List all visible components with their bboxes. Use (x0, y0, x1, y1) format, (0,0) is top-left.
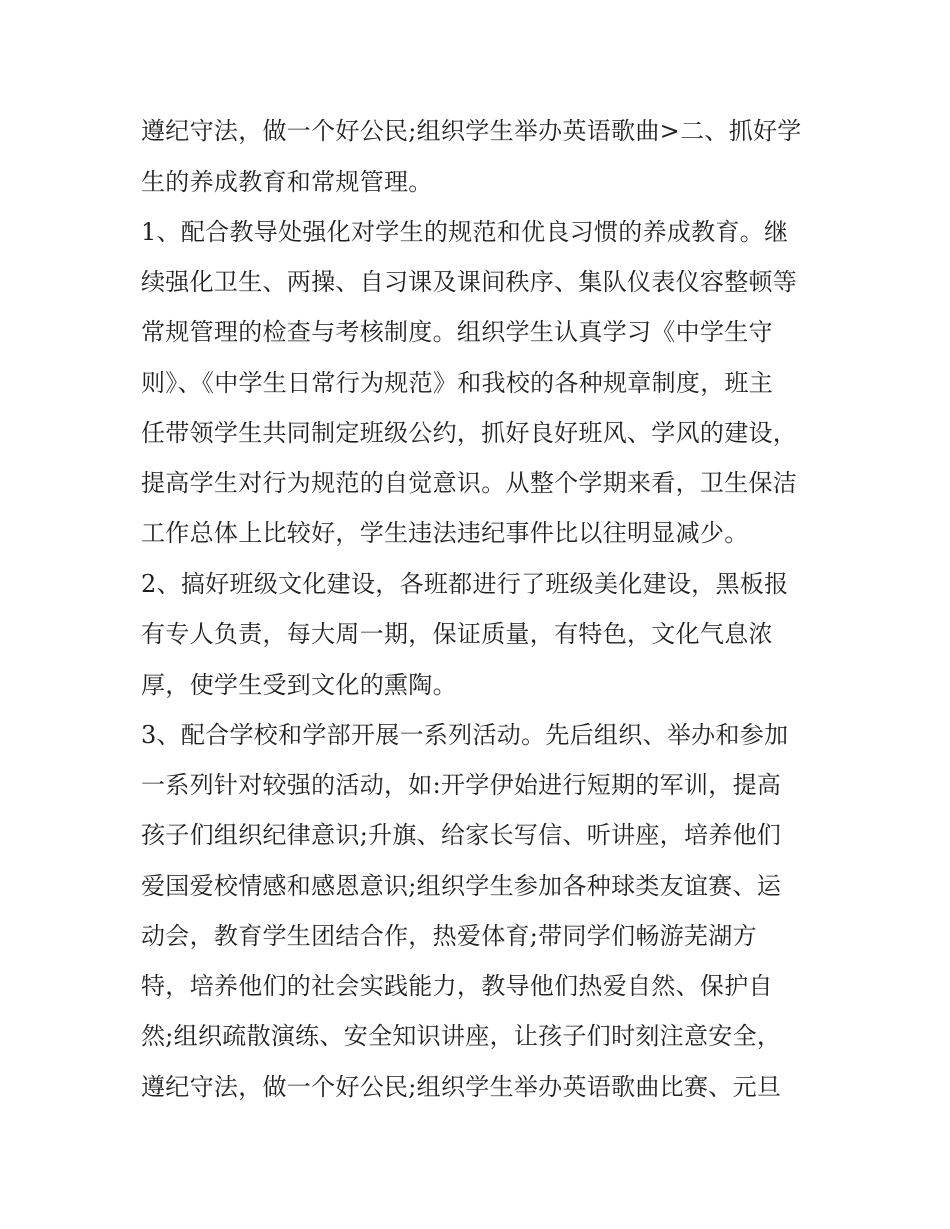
text-line: 孩子们组织纪律意识;升旗、给家长写信、听讲座，培养他们 (141, 821, 782, 849)
text-line: 3、配合学校和学部开展一系列活动。先后组织、举办和参加 (141, 721, 789, 749)
text-line: 1、配合教导处强化对学生的规范和优良习惯的养成教育。继 (141, 218, 789, 246)
text-line: 一系列针对较强的活动，如:开学伊始进行短期的军训，提高 (141, 771, 782, 799)
text-line: 2、搞好班级文化建设，各班都进行了班级美化建设，黑板报 (141, 570, 789, 598)
text-line: 然;组织疏散演练、安全知识讲座，让孩子们时刻注意安全， (141, 1022, 782, 1050)
text-line: 特，培养他们的社会实践能力，教导他们热爱自然、保护自 (141, 972, 773, 1000)
text-line: 遵纪守法，做一个好公民;组织学生举办英语歌曲比赛、元旦 (141, 1073, 782, 1101)
text-line: 提高学生对行为规范的自觉意识。从整个学期来看，卫生保洁 (141, 469, 798, 497)
text-line: 工作总体上比较好，学生违法违纪事件比以往明显减少。 (141, 519, 749, 547)
text-line: 爱国爱校情感和感恩意识;组织学生参加各种球类友谊赛、运 (141, 872, 782, 900)
text-line: 生的养成教育和常规管理。 (141, 168, 433, 196)
text-line: 遵纪守法，做一个好公民;组织学生举办英语歌曲>二、抓好学 (141, 117, 802, 145)
text-line: 则》、《中学生日常行为规范》和我校的各种规章制度，班主 (141, 369, 774, 397)
text-line: 任带领学生共同制定班级公约，抓好良好班风、学风的建设， (141, 419, 798, 447)
text-line: 厚，使学生受到文化的熏陶。 (141, 671, 457, 699)
text-line: 有专人负责，每大周一期，保证质量，有特色，文化气息浓 (141, 620, 773, 648)
text-line: 常规管理的检查与考核制度。组织学生认真学习《中学生守 (141, 318, 773, 346)
text-line: 续强化卫生、两操、自习课及课间秩序、集队仪表仪容整顿等 (141, 268, 798, 296)
text-line: 动会，教育学生团结合作，热爱体育;带同学们畅游芜湖方 (141, 922, 757, 950)
